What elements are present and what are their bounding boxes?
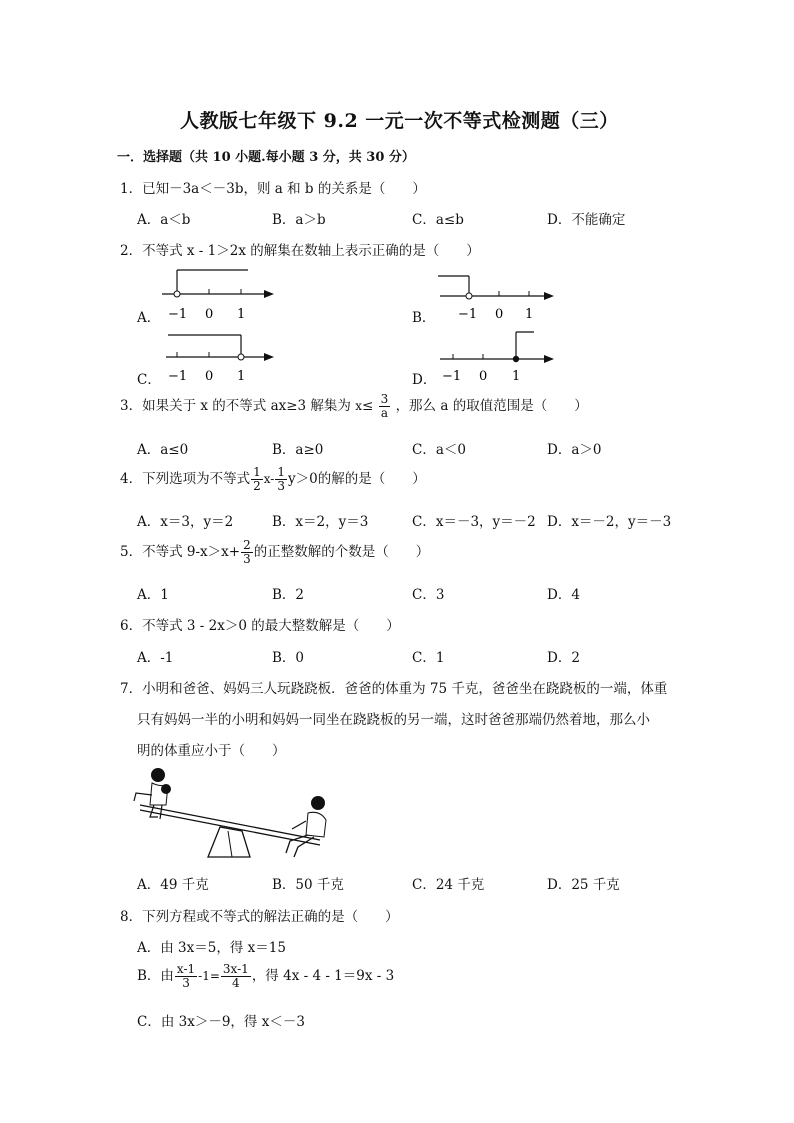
q4-option-b[interactable]: B．x＝2，y＝3 (272, 514, 369, 530)
q2-option-d-label[interactable]: D． (412, 372, 437, 388)
question-4-stem: 4．下列选项为不等式 $\frac{1}{2}$ x- $\frac{1}{3}$ y＞0的解的是（ ） (120, 465, 426, 493)
q2c-tick-1: 1 (237, 369, 246, 384)
q7-option-b[interactable]: B．50 千克 (272, 877, 344, 893)
page-title: 人教版七年级下 9.2 一元一次不等式检测题（三） (180, 110, 619, 132)
q6-option-c[interactable]: C．1 (412, 650, 445, 666)
q2d-tick-1: 1 (512, 369, 521, 384)
q2b-tick-neg1: −1 (458, 307, 478, 322)
question-2-stem: 2．不等式 x - 1＞2x 的解集在数轴上表示正确的是（ ） (120, 243, 480, 259)
q4-option-a[interactable]: A．x＝3，y＝2 (137, 514, 234, 530)
q2-option-b-label[interactable]: B． (412, 310, 436, 326)
question-5-stem: 5．不等式 9-x＞x+ $\frac{2}{3}$ 的正整数解的个数是（ ） (120, 538, 430, 566)
question-8-stem: 8．下列方程或不等式的解法正确的是（ ） (120, 909, 399, 925)
q8-option-c[interactable]: C．由 3x＞－9，得 x＜－3 (137, 1014, 305, 1030)
q2-option-a-numberline (160, 262, 280, 324)
q2b-tick-0: 0 (495, 307, 504, 322)
question-7-line-3: 明的体重应小于（ ） (137, 743, 286, 759)
q2d-tick-neg1: −1 (442, 369, 462, 384)
q3-option-c[interactable]: C．a＜0 (412, 442, 466, 458)
q2c-tick-0: 0 (205, 369, 214, 384)
q2a-tick-0: 0 (205, 307, 214, 322)
q2-option-c-label[interactable]: C． (137, 372, 161, 388)
q8-option-b[interactable]: B．由 $\frac{x-1}{3}$ -1= $\frac{3x-1}{4}$ ，得 4x - 4 - 1＝9x - 3 (137, 962, 395, 990)
question-7-line-2: 只有妈妈一半的小明和妈妈一同坐在跷跷板的另一端，这时爸爸那端仍然着地，那么小 (137, 712, 650, 728)
question-7-line-1: 7．小明和爸爸、妈妈三人玩跷跷板．爸爸的体重为 75 千克，爸爸坐在跷跷板的一端，体重 (120, 681, 668, 697)
q3-option-b[interactable]: B．a≥0 (272, 442, 324, 458)
q8-option-a[interactable]: A．由 3x＝5，得 x＝15 (137, 940, 286, 956)
q5-option-b[interactable]: B．2 (272, 587, 305, 603)
q2-option-a-label[interactable]: A． (137, 310, 161, 326)
q2a-tick-neg1: −1 (168, 307, 188, 322)
q7-option-a[interactable]: A．49 千克 (137, 877, 209, 893)
q5-option-a[interactable]: A．1 (137, 587, 169, 603)
q1-option-c[interactable]: C．a≤b (412, 212, 464, 228)
q2b-tick-1: 1 (525, 307, 534, 322)
q2-option-b-numberline (436, 270, 560, 324)
q6-option-d[interactable]: D．2 (547, 650, 580, 666)
q1-option-a[interactable]: A．a＜b (137, 212, 191, 228)
q2-option-d-numberline (436, 326, 560, 386)
q3-option-a[interactable]: A．a≤0 (137, 442, 189, 458)
q6-option-b[interactable]: B．0 (272, 650, 305, 666)
question-1-stem: 1．已知－3a＜－3b，则 a 和 b 的关系是（ ） (120, 181, 426, 197)
seesaw-illustration (130, 765, 335, 865)
q2-option-c-numberline (160, 326, 280, 386)
q5-option-c[interactable]: C．3 (412, 587, 445, 603)
q5-option-d[interactable]: D．4 (547, 587, 580, 603)
question-3-stem: 3．如果关于 x 的不等式 ax≥3 解集为 x≤ $\frac{3}{a}$ ，那么 a 的取值范围是（ ） (120, 392, 588, 420)
question-6-stem: 6．不等式 3 - 2x＞0 的最大整数解是（ ） (120, 618, 400, 634)
section-heading: 一．选择题（共 10 小题.每小题 3 分，共 30 分） (117, 150, 415, 165)
q2d-tick-0: 0 (479, 369, 488, 384)
q7-option-c[interactable]: C．24 千克 (412, 877, 485, 893)
q4-option-c[interactable]: C．x＝－3，y＝－2 (412, 514, 536, 530)
q4-option-d[interactable]: D．x＝－2，y＝－3 (547, 514, 672, 530)
q6-option-a[interactable]: A．-1 (137, 650, 174, 666)
q7-option-d[interactable]: D．25 千克 (547, 877, 620, 893)
q1-option-d[interactable]: D．不能确定 (547, 212, 626, 228)
q3-option-d[interactable]: D．a＞0 (547, 442, 602, 458)
q2c-tick-neg1: −1 (168, 369, 188, 384)
q2a-tick-1: 1 (237, 307, 246, 322)
q1-option-b[interactable]: B．a＞b (272, 212, 326, 228)
